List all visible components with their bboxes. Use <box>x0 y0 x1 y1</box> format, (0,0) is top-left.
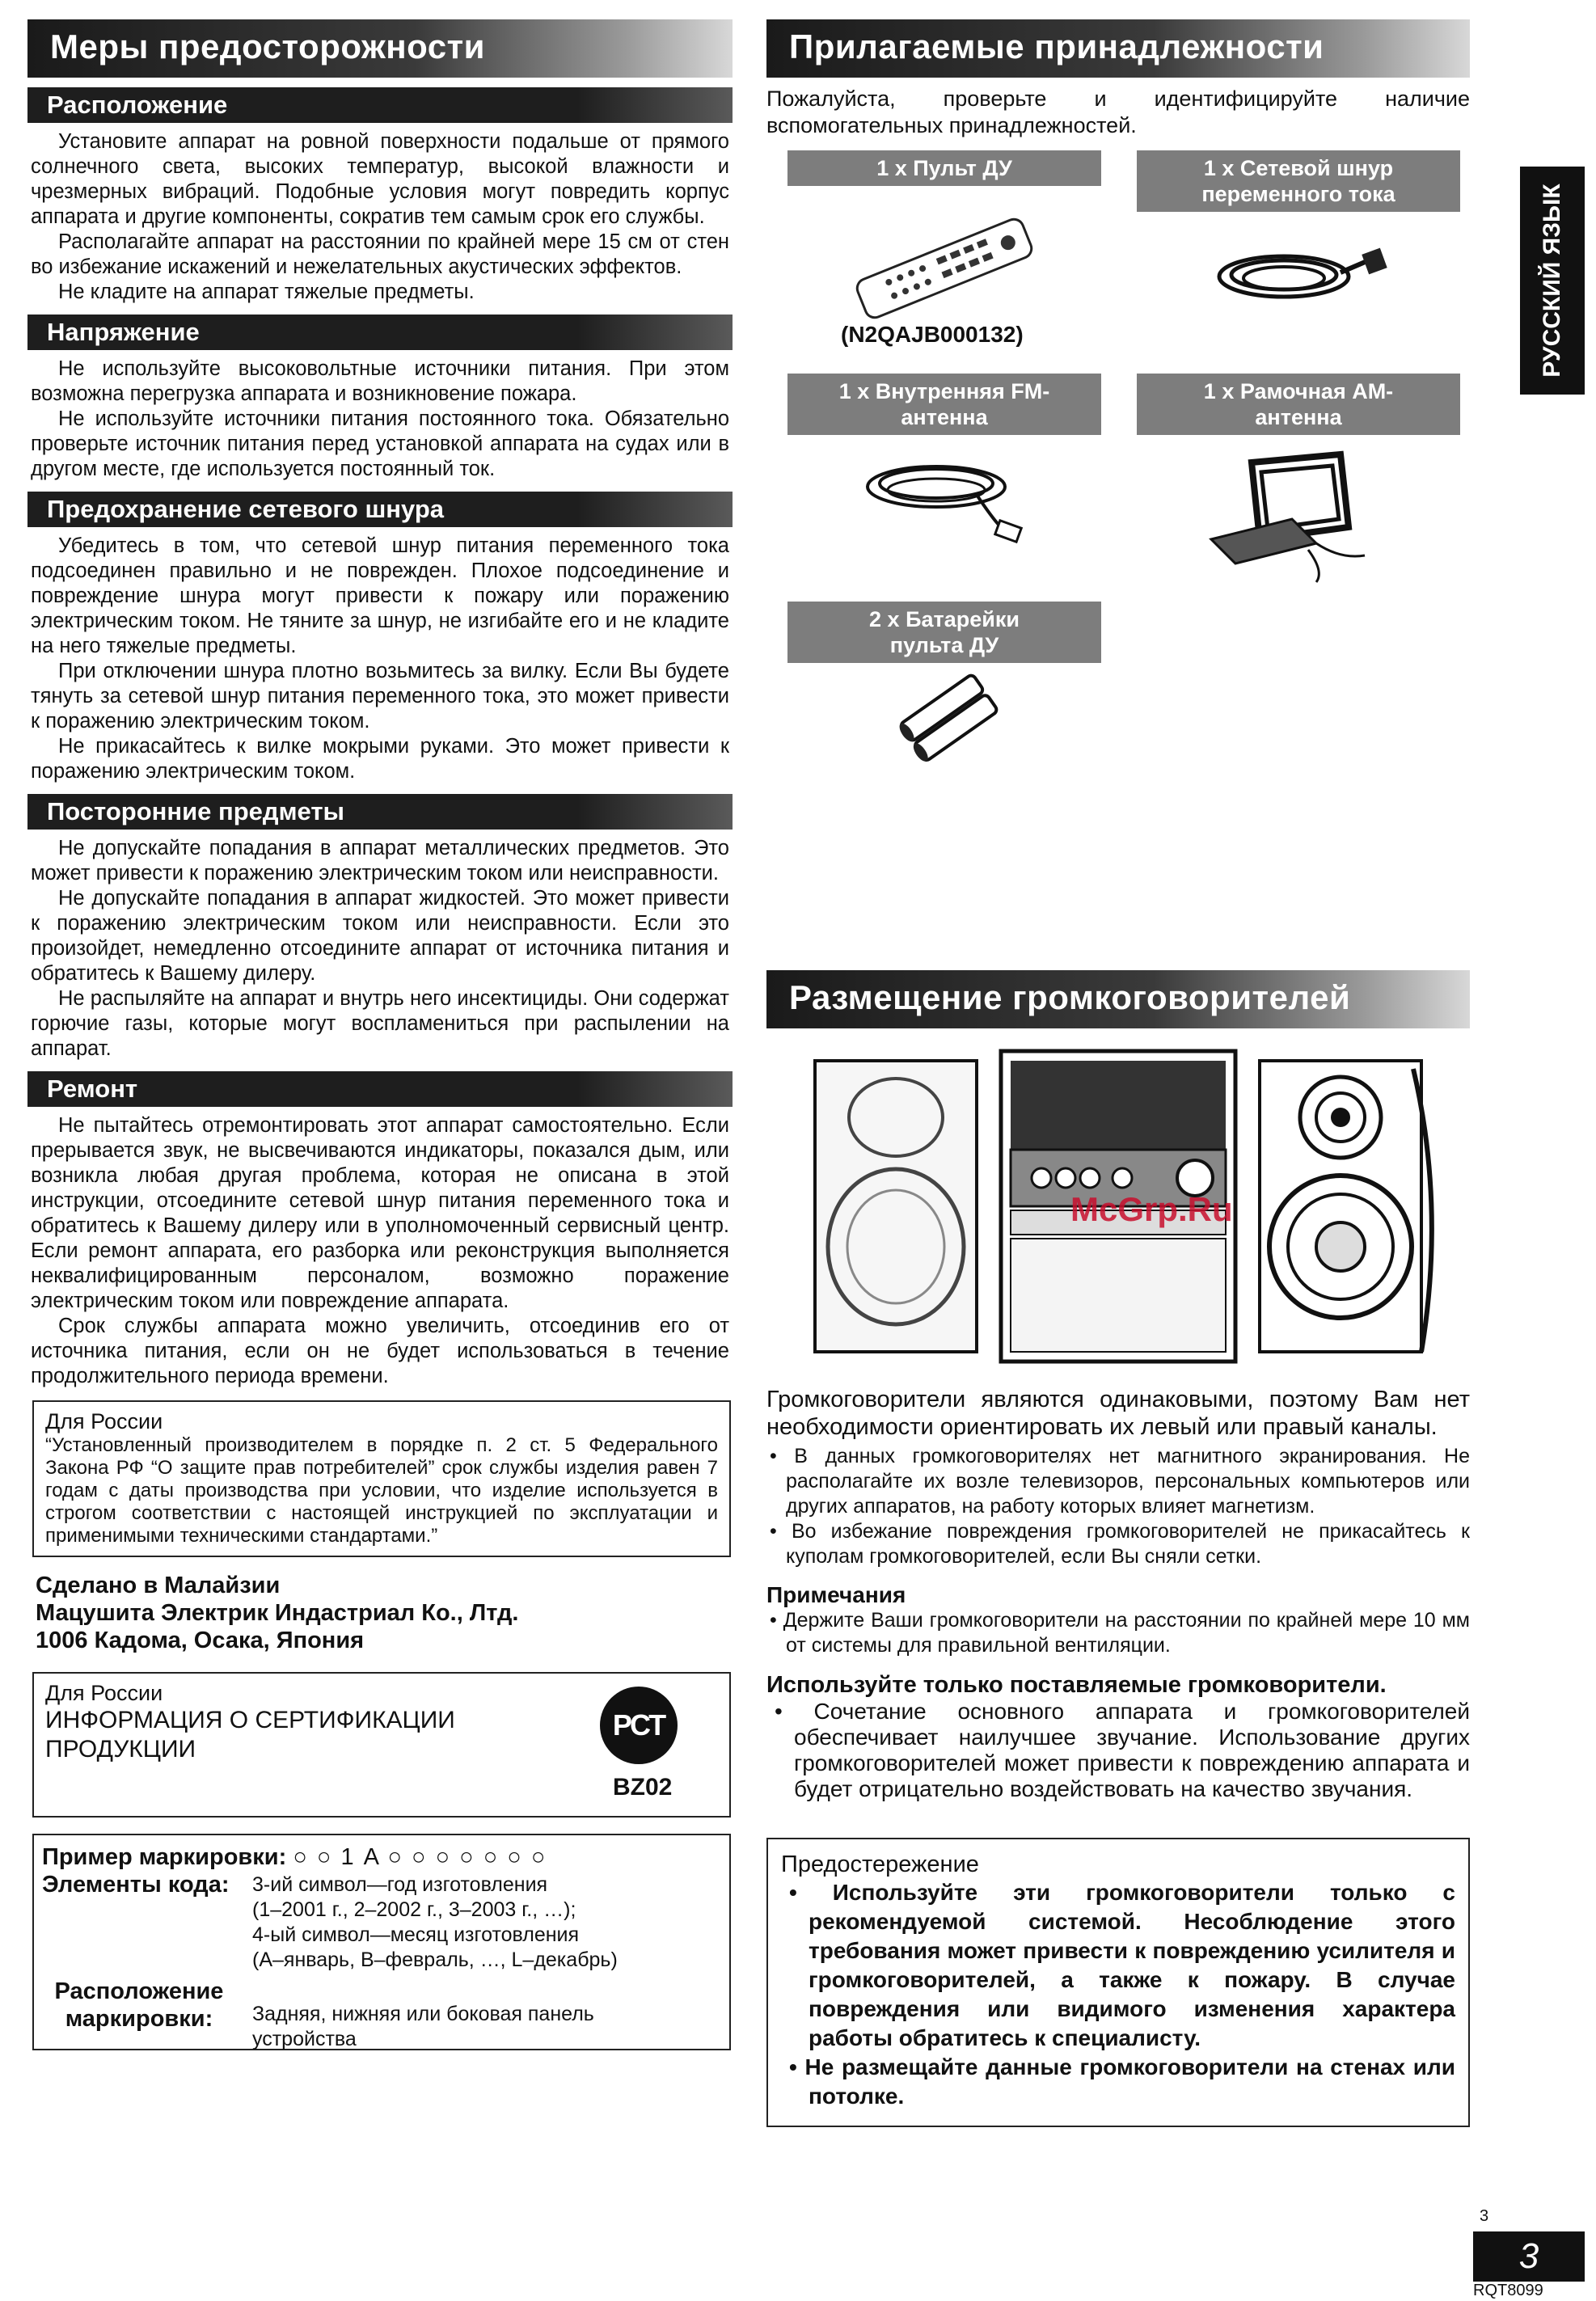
precautions-header: Меры предосторожности <box>27 19 733 78</box>
batteries-icon <box>888 673 1009 762</box>
section-title: Предохранение сетевого шнура <box>27 492 733 527</box>
page-number: 3 <box>1473 2231 1585 2282</box>
fm-antenna-icon <box>855 446 1033 551</box>
bullet-item <box>766 1608 1470 1658</box>
rst-logo-icon <box>600 1687 678 1764</box>
bullet-text: Не размещайте данные громкоговорители на стенах или потолке. <box>804 2054 1456 2109</box>
ac-cord-icon <box>1203 228 1397 317</box>
bullet-text: Сочетание основного аппарата и громкоговорителей обеспечивает наилучшее звучание. Использование других громкоговорителей может привести к повреждению аппарата и будет отрицательно воздействовать на качество звучания. <box>794 1699 1471 1801</box>
speaker-placement-header: Размещение громкоговорителей <box>766 970 1470 1028</box>
remote-part-number: (N2QAJB000132) <box>841 322 1024 347</box>
accessory-label: антенна <box>1255 405 1342 429</box>
bullet-mark: • <box>770 1520 777 1543</box>
paragraph: Не распыляйте на аппарат и внутрь него инсектициды. Они содержат горючие газы, которые могут воспламениться при распылении на аппарат. <box>31 987 729 1060</box>
bullet-mark: • <box>775 1699 783 1724</box>
warning-bullet <box>781 1878 1455 2053</box>
bullet-mark: • <box>770 1609 777 1632</box>
paragraph: Не кладите на аппарат тяжелые предметы. <box>58 281 475 303</box>
maker-line: Мацушита Электрик Индастриал Ко., Лтд. <box>36 1600 519 1626</box>
russia-service-life-box <box>32 1400 731 1557</box>
language-tab <box>1520 167 1585 395</box>
accessory-title-am-antenna <box>1137 374 1460 435</box>
bullet-mark: • <box>789 2054 797 2079</box>
paragraph: Не используйте высоковольтные источники питания. При этом возможна перегрузка аппарата и возникновение пожара. <box>31 357 729 405</box>
accessory-title-batteries <box>787 602 1101 663</box>
speaker-intro: Громкоговорители являются одинаковыми, поэтому Вам нет необходимости ориентировать их левый или правый каналы. <box>766 1387 1470 1440</box>
section-repair <box>27 1071 733 1389</box>
left-column <box>27 19 733 2050</box>
marking-location-label: Расположение <box>54 1978 224 2004</box>
code-element-line: (А–январь, В–февраль, …, L–декабрь) <box>252 1948 618 1971</box>
code-element-line: 4-ый символ—месяц изготовления <box>252 1923 580 1946</box>
accessory-label: антенна <box>901 405 988 429</box>
section-voltage <box>27 315 733 482</box>
section-cord <box>27 492 733 784</box>
bullet-item <box>766 1519 1470 1569</box>
right-column <box>766 19 1470 2127</box>
code-elements-label: Элементы кода: <box>42 1872 230 1898</box>
speaker-bullets <box>766 1444 1470 1569</box>
accessory-label: 1 x Пульт ДУ <box>876 156 1012 180</box>
accessory-label: 1 x Сетевой шнур <box>1203 156 1394 180</box>
cert-line: ПРОДУКЦИИ <box>45 1736 196 1763</box>
paragraph: Не пытайтесь отремонтировать этот аппарат самостоятельно. Если прерывается звук, не высвечиваются индикаторы, показался дым, или возникла любая другая проблема, которая не описана в этой инструкции, отсоедините сетевой шнур питания переменного тока и обратитесь к Вашему дилеру или в уполномоченный сервисный центр. Если ремонт аппарата, его разборка или реконструкция выполняется неквалифицированным персоналом, возможно поражение электрическим током или повреждение аппарата. <box>31 1114 729 1312</box>
accessory-label: переменного тока <box>1201 182 1395 206</box>
section-location <box>27 87 733 305</box>
bullet-item <box>766 1699 1470 1802</box>
section-title: Посторонние предметы <box>27 794 733 830</box>
speaker-system-illustration <box>766 1045 1470 1368</box>
warning-bullet <box>781 2053 1455 2111</box>
accessory-title-remote <box>787 150 1101 186</box>
paragraph: Срок службы аппарата можно увеличить, отсоединив его от источника питания, если он не будет использоваться в течение продолжительного периода времени. <box>31 1315 729 1387</box>
certification-box <box>32 1672 731 1818</box>
maker-line: 1006 Кадома, Осака, Япония <box>36 1628 365 1653</box>
box-title: Для России <box>45 1409 163 1433</box>
section-title: Расположение <box>27 87 733 123</box>
section-foreign-objects <box>27 794 733 1062</box>
bullet-text: В данных громкоговорителях нет магнитного экранирования. Не располагайте их возле телевизоров, персональных компьютеров или других аппаратов, на работу которых влияет магнетизм. <box>786 1445 1470 1518</box>
language-tab-label: РУССКИЙ ЯЗЫК <box>1539 184 1565 378</box>
bullet-text: Держите Ваши громкоговорители на расстоянии по крайней мере 10 мм от системы для правильной вентиляции. <box>783 1609 1470 1657</box>
marking-example-value: ○ ○ 1 A ○ ○ ○ ○ ○ ○ ○ <box>293 1844 547 1870</box>
accessory-title-fm-antenna <box>787 374 1101 435</box>
paragraph: Располагайте аппарат на расстоянии по крайней мере 15 см от стен во избежание искажений и нежелательных акустических эффектов. <box>31 230 729 278</box>
rst-logo-text: РСТ <box>612 1708 665 1742</box>
box-title: Для России <box>45 1681 163 1705</box>
accessory-label: 1 x Рамочная AM- <box>1203 379 1394 403</box>
page-small-number: 3 <box>1480 2207 1489 2225</box>
remote-control-icon <box>839 212 1049 325</box>
warning-box <box>766 1838 1470 2127</box>
bullet-item <box>766 1444 1470 1519</box>
section-title: Напряжение <box>27 315 733 350</box>
manufacturer-info <box>36 1572 733 1654</box>
precautions-sections <box>27 87 733 1389</box>
accessories-intro: Пожалуйста, проверьте и идентифицируйте наличие вспомогательных принадлежностей. <box>766 87 1470 137</box>
notes-title: Примечания <box>766 1582 906 1607</box>
bullet-text: Используйте эти громкоговорители только с рекомендуемой системой. Несоблюдение этого требования может привести к повреждению усилителя и громкоговорителей, а также к пожару. В случае повреждения или видимого изменения характера работы обратитесь к специалисту. <box>809 1880 1456 2050</box>
paragraph: Не используйте источники питания постоянного тока. Обязательно проверьте источник питания перед установкой аппарата на судах или в другом месте, где используется постоянный ток. <box>31 407 729 480</box>
accessory-title-ac-cord <box>1137 150 1460 212</box>
bullet-mark: • <box>770 1445 777 1467</box>
bullet-text: Во избежание повреждения громкоговорителей не прикасайтесь к куполам громкоговорителей, если Вы сняли сетки. <box>786 1520 1470 1568</box>
accessories-header: Прилагаемые принадлежности <box>766 19 1470 78</box>
code-element-line: 3-ий символ—год изготовления <box>252 1873 548 1896</box>
paragraph: Убедитесь в том, что сетевой шнур питания переменного тока подсоединен правильно и не поврежден. Плохое подсоединение и повреждение шнура могут привести к пожару или поражению электрическим током. Не тяните за шнур, не изгибайте его и не кладите на него тяжелые предметы. <box>31 534 729 657</box>
accessory-label: 1 x Внутренняя FM- <box>838 379 1050 403</box>
accessories-grid <box>766 139 1470 794</box>
code-element-line: (1–2001 г., 2–2002 г., 3–2003 г., …); <box>252 1898 576 1921</box>
cert-code: BZ02 <box>613 1774 673 1801</box>
accessory-label: пульта ДУ <box>889 633 999 657</box>
service-life-text: “Установленный производителем в порядке п. 2 ст. 5 Федерального Закона РФ “О защите прав потребителей” срок службы изделия равен 7 годам с даты производства при условии, что изделие используется в строгом соответствии с настоящей инструкцией по эксплуатации и применимыми техническими стандартами.” <box>45 1434 718 1547</box>
watermark-text: McGrp.Ru <box>1070 1190 1233 1228</box>
marking-location-line: Задняя, нижняя или боковая панель <box>252 2003 594 2025</box>
paragraph: Не допускайте попадания в аппарат жидкостей. Это может привести к поражению электрическим током или неисправности. Если это произойдет, немедленно отсоедините аппарат от источника питания и обратитесь к Вашему дилеру. <box>31 887 729 985</box>
bullet-mark: • <box>789 1880 797 1905</box>
paragraph: Установите аппарат на ровной поверхности подальше от прямого солнечного света, высоких температур, высокой влажности и чрезмерных вибраций. Подобные условия могут повредить корпус аппарата и другие компоненты, сократив тем самым срок его службы. <box>31 130 729 228</box>
use-only-title: Используйте только поставляемые громковорители. <box>766 1672 1387 1698</box>
paragraph: Не допускайте попадания в аппарат металлических предметов. Это может привести к поражению электрическим током или неисправности. <box>31 837 729 885</box>
maker-line: Сделано в Малайзии <box>36 1573 281 1598</box>
paragraph: При отключении шнура плотно возьмитесь за вилку. Если Вы будете тянуть за сетевой шнур питания переменного тока, это может привести к поражению электрическим током. <box>31 660 729 733</box>
am-loop-antenna-icon <box>1179 438 1389 584</box>
accessory-label: 2 x Батарейки <box>869 607 1020 631</box>
marking-location-line: устройства <box>252 2028 357 2050</box>
cert-line: ИНФОРМАЦИЯ О СЕРТИФИКАЦИИ <box>45 1707 455 1733</box>
marking-location-label: маркировки: <box>65 2006 213 2032</box>
marking-box <box>32 1834 731 2050</box>
paragraph: Не прикасайтесь к вилке мокрыми руками. Это может привести к поражению электрическим током. <box>31 735 729 783</box>
warning-title: Предостережение <box>781 1851 979 1877</box>
marking-example-label: Пример маркировки: <box>42 1844 287 1870</box>
section-title: Ремонт <box>27 1071 733 1107</box>
doc-code: RQT8099 <box>1473 2282 1543 2299</box>
